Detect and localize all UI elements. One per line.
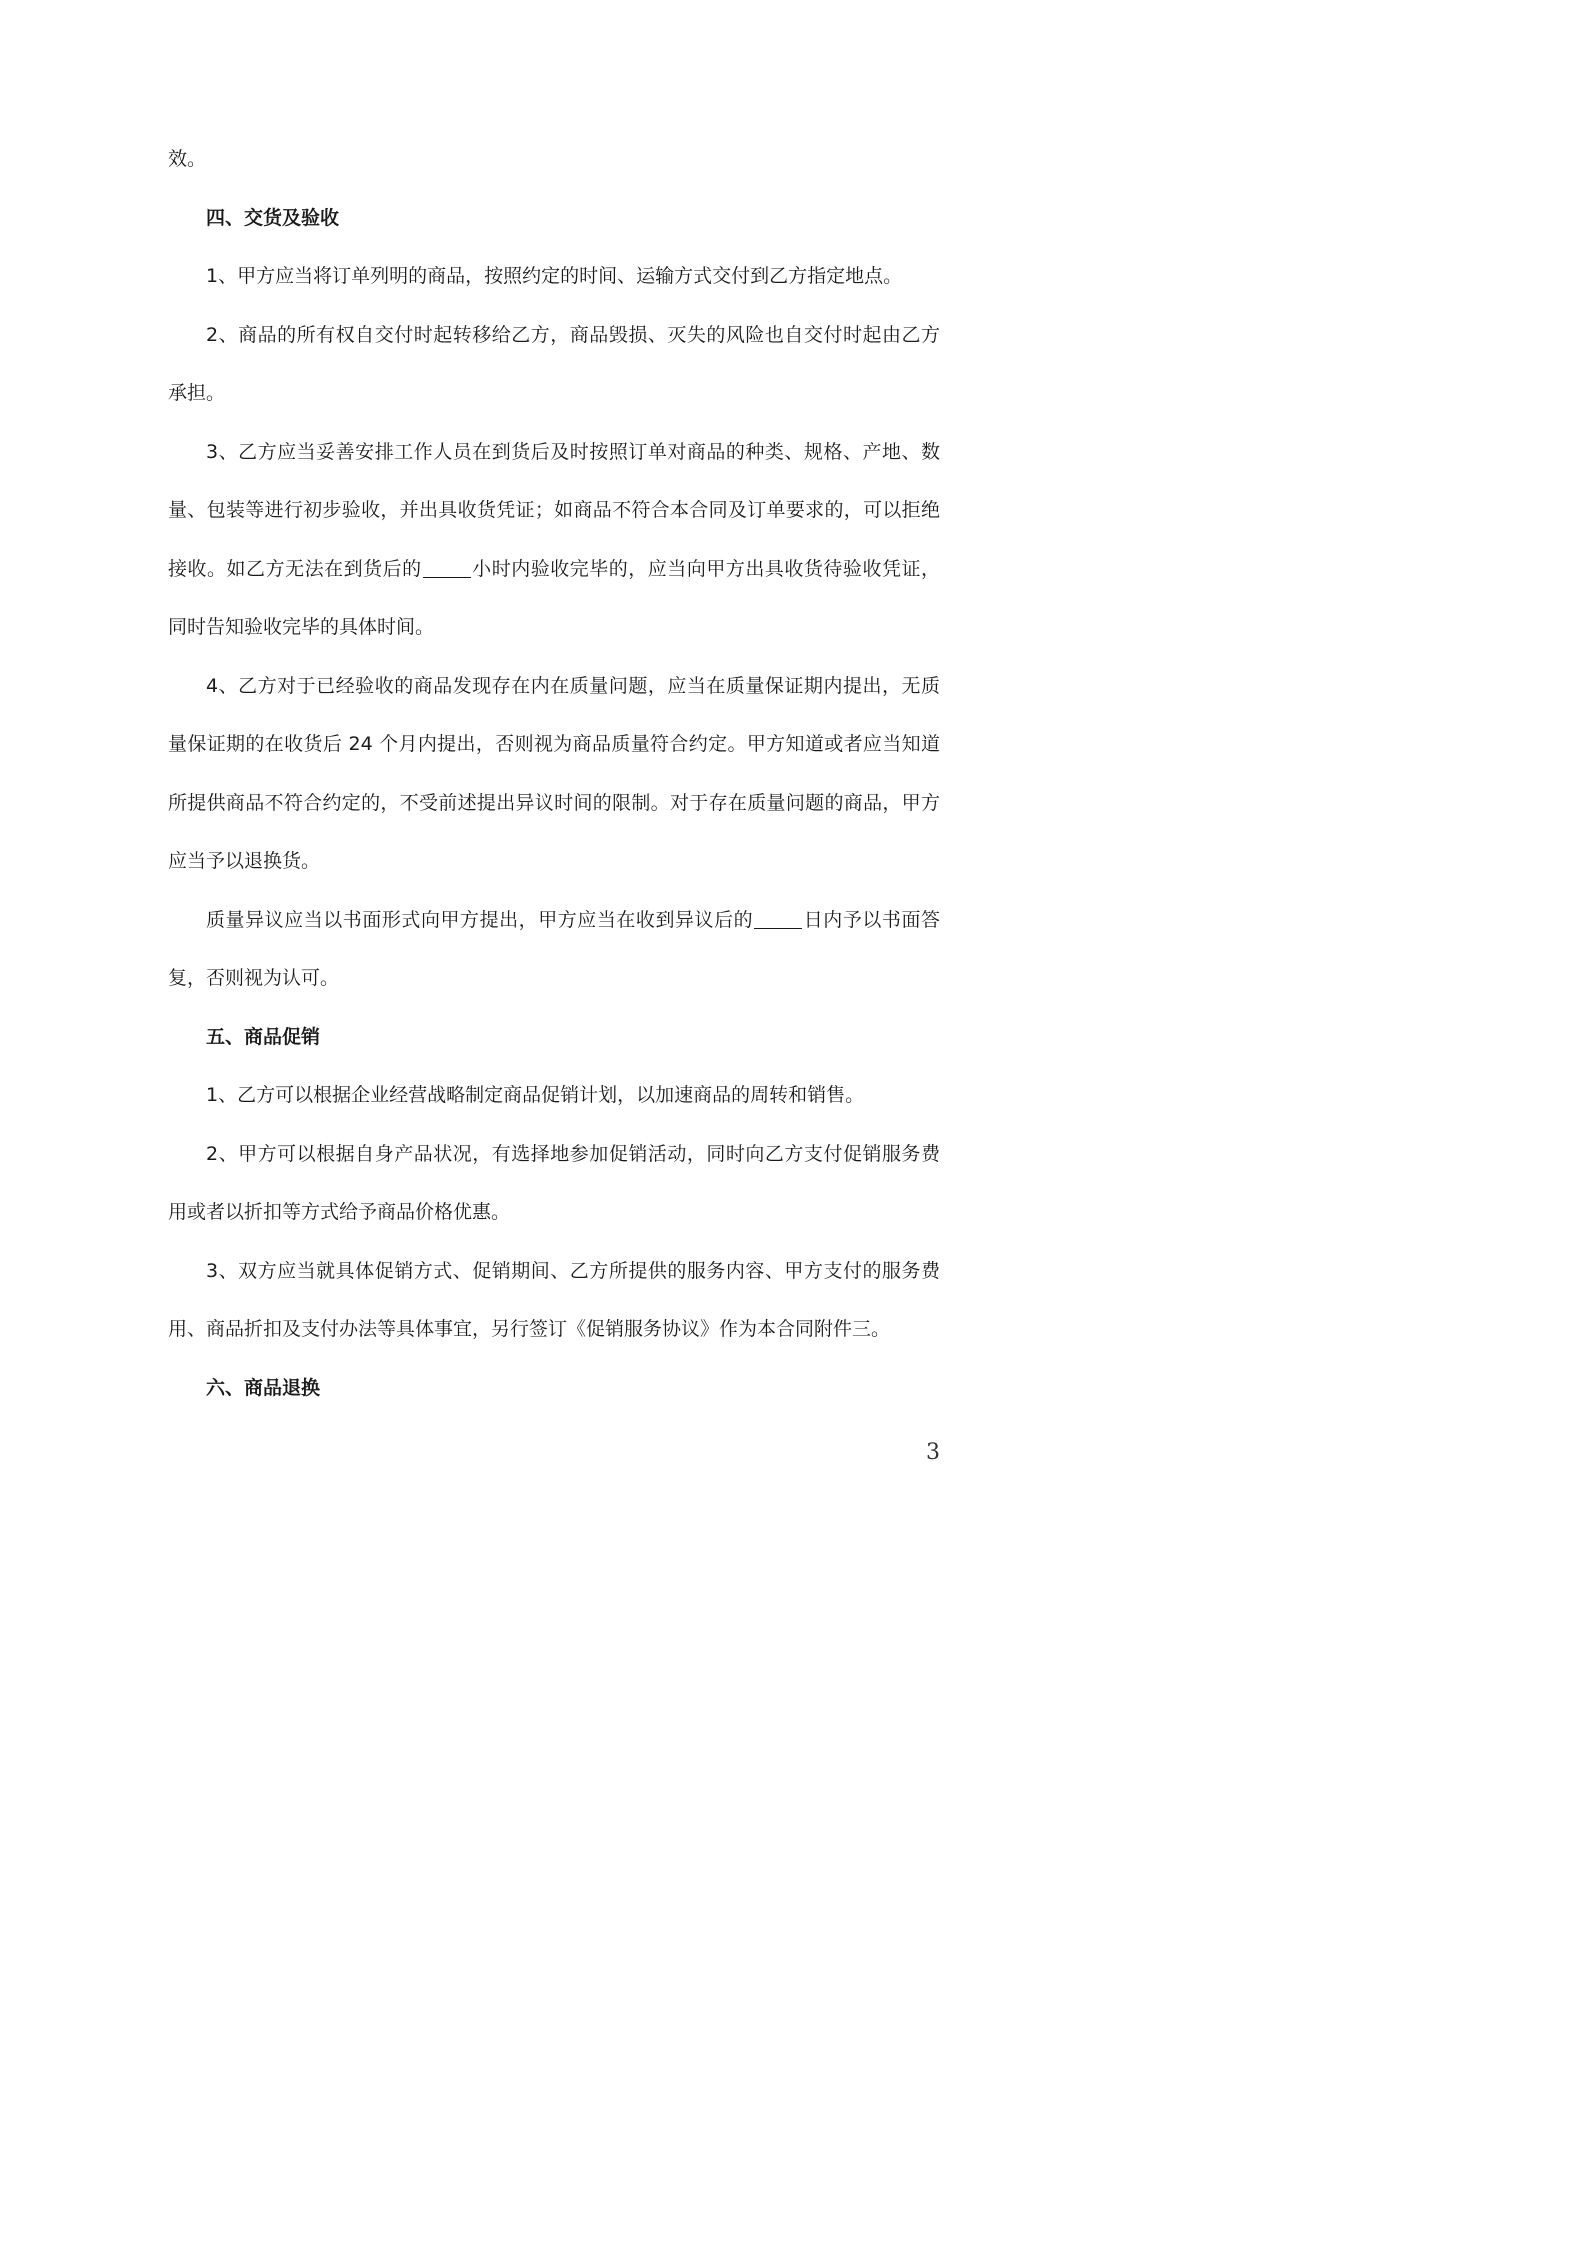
clause-quality-objection <box>168 891 940 1008</box>
clause-promotion-1: 1、乙方可以根据企业经营战略制定商品促销计划，以加速商品的周转和销售。 <box>206 1084 865 1106</box>
contract-body <box>168 130 940 1417</box>
section-heading-returns: 六、商品退换 <box>206 1376 321 1399</box>
fill-blank-days <box>754 909 802 929</box>
page-number: 3 <box>926 1440 940 1465</box>
clause-promotion-3: 3、双方应当就具体促销方式、促销期间、乙方所提供的服务内容、甲方支付的服务费用、商品折扣及支付办法等具体事宜，另行签订《促销服务协议》作为本合同附件三。 <box>168 1259 940 1340</box>
clause-promotion-2: 2、甲方可以根据自身产品状况，有选择地参加促销活动，同时向乙方支付促销服务费用或者以折扣等方式给予商品价格优惠。 <box>168 1142 940 1223</box>
continuation-text: 效。 <box>168 148 207 170</box>
clause-quality-objection-text-a: 质量异议应当以书面形式向甲方提出，甲方应当在收到异议后的 <box>206 908 754 931</box>
section-heading-delivery: 四、交货及验收 <box>206 206 340 229</box>
section-heading-promotion: 五、商品促销 <box>206 1025 321 1048</box>
clause-delivery-3-text-b: 小时内验收完毕的，应当向甲方出具收货待验收凭证，同时告知验收完毕的具体时间。 <box>168 557 940 638</box>
document-page <box>0 0 1100 1556</box>
clause-delivery-2: 2、商品的所有权自交付时起转移给乙方，商品毁损、灭失的风险也自交付时起由乙方承担。 <box>168 323 940 404</box>
clause-delivery-4: 4、乙方对于已经验收的商品发现存在内在质量问题，应当在质量保证期内提出，无质量保证期的在收货后 24 个月内提出，否则视为商品质量符合约定。甲方知道或者应当知道所提供商品不符合约定的，不受前述提出异议时间的限制。对于存在质量问题的商品，甲方应当予以退换货。 <box>168 674 940 872</box>
clause-delivery-3 <box>168 423 940 657</box>
clause-delivery-3-text-a: 3、乙方应当妥善安排工作人员在到货后及时按照订单对商品的种类、规格、产地、数量、包装等进行初步验收，并出具收货凭证；如商品不符合本合同及订单要求的，可以拒绝接收。如乙方无法在到货后的 <box>168 440 940 580</box>
fill-blank-hours <box>423 558 471 578</box>
clause-delivery-1: 1、甲方应当将订单列明的商品，按照约定的时间、运输方式交付到乙方指定地点。 <box>206 265 903 287</box>
clause-quality-objection-text-b: 日内予以书面答复，否则视为认可。 <box>168 908 940 989</box>
